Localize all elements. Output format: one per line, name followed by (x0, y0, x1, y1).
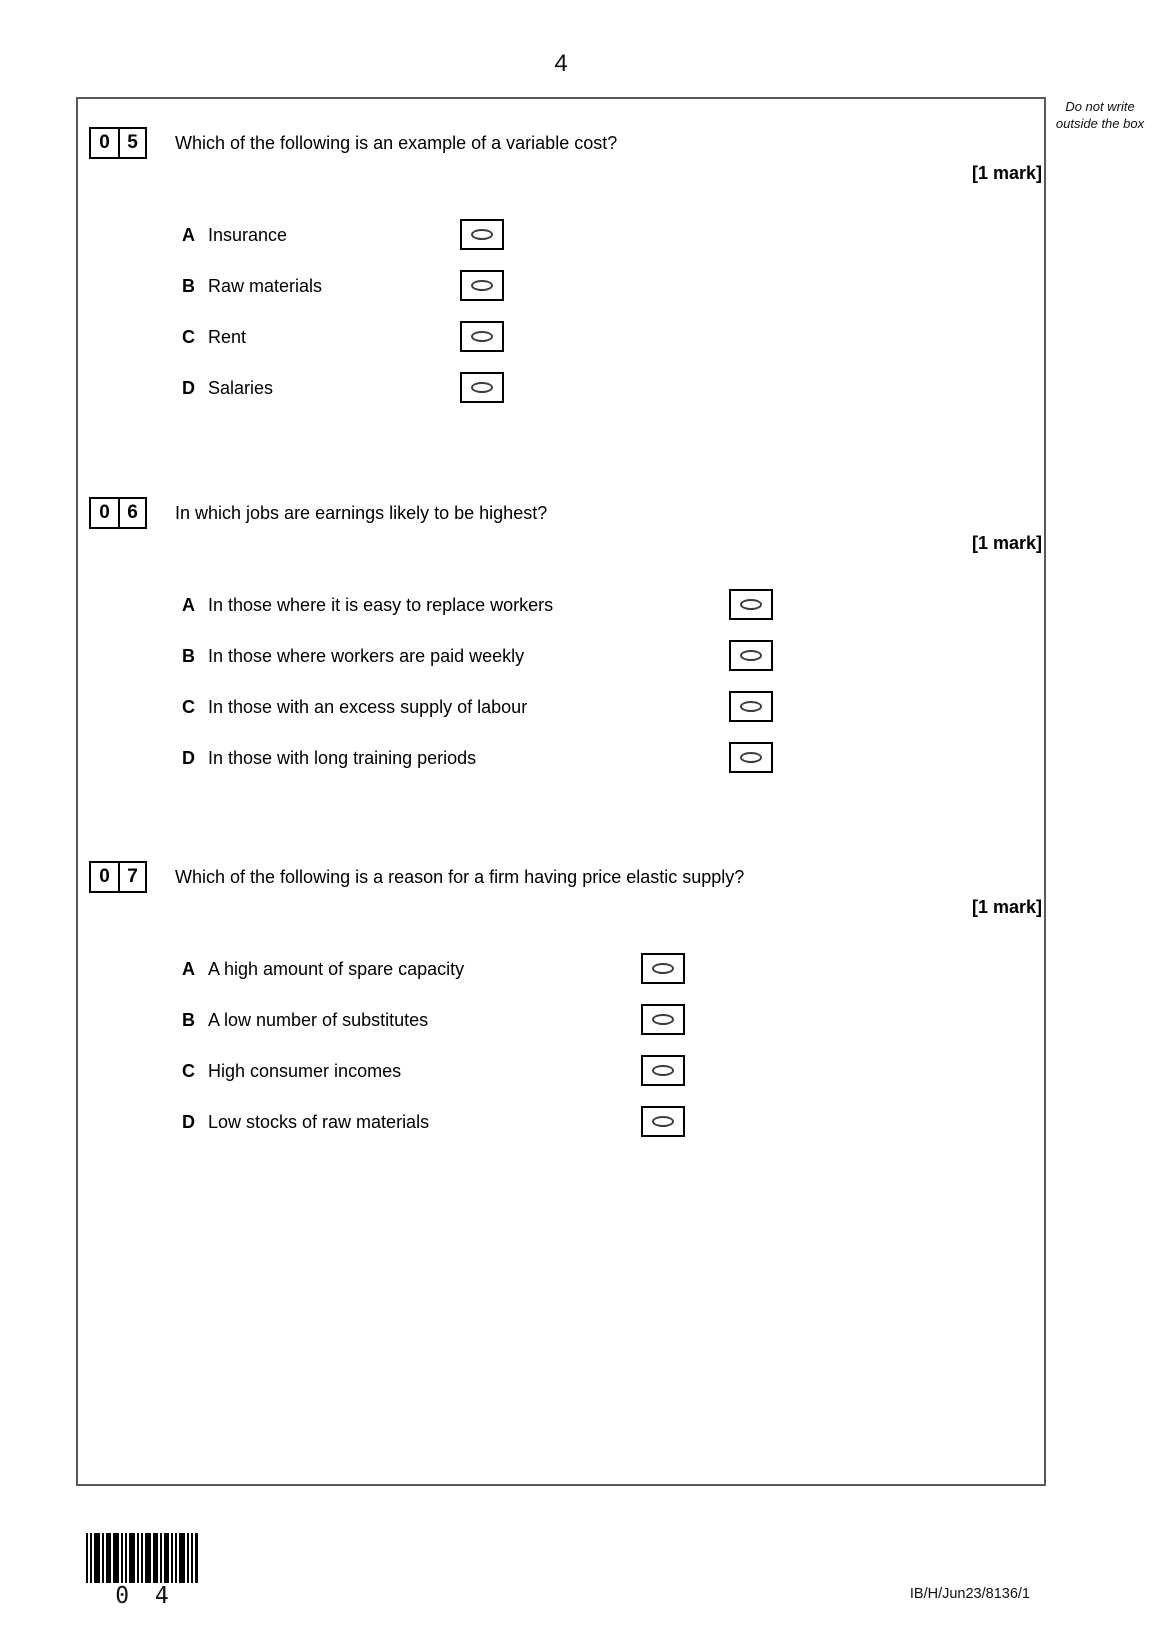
option-text: A low number of substitutes (208, 1010, 429, 1030)
lozenge-oval-icon (471, 331, 493, 342)
option-text: Raw materials (208, 276, 323, 296)
lozenge-oval-icon (471, 382, 493, 393)
option-text: Salaries (208, 378, 274, 398)
option-letter: B (182, 276, 195, 296)
option-letter: C (182, 1061, 195, 1081)
lozenge-oval-icon (740, 650, 762, 661)
question-text: Which of the following is an example of a variable cost? (175, 133, 618, 153)
option-row (0, 372, 1158, 404)
question-number-box (89, 861, 147, 893)
marks-label: [1 mark] (971, 163, 1042, 183)
option-text: In those where workers are paid weekly (208, 646, 525, 666)
option-text: Low stocks of raw materials (208, 1112, 430, 1132)
option-row (0, 640, 1158, 672)
answer-lozenge-box[interactable] (460, 372, 504, 403)
option-text: A high amount of spare capacity (208, 959, 465, 979)
answer-lozenge-box[interactable] (729, 589, 773, 620)
option-row (0, 589, 1158, 621)
paper-reference: IB/H/Jun23/8136/1 (909, 1586, 1030, 1602)
barcode (86, 1533, 198, 1583)
lozenge-oval-icon (740, 752, 762, 763)
answer-lozenge-box[interactable] (641, 1004, 685, 1035)
answer-lozenge-box[interactable] (729, 640, 773, 671)
option-row (0, 1055, 1158, 1087)
answer-lozenge-box[interactable] (460, 219, 504, 250)
question-number-digit: 7 (118, 863, 145, 891)
option-text: In those with long training periods (208, 748, 477, 768)
answer-lozenge-box[interactable] (460, 270, 504, 301)
page-number: 4 (554, 50, 568, 77)
do-not-write-note: Do not write outside the box (1055, 99, 1145, 131)
option-row (0, 1106, 1158, 1138)
option-text: Rent (208, 327, 247, 347)
marks-label: [1 mark] (971, 897, 1042, 917)
option-text: Insurance (208, 225, 288, 245)
option-letter: A (182, 595, 195, 615)
question-number-digit: 0 (99, 866, 110, 887)
option-text: In those with an excess supply of labour (208, 697, 528, 717)
answer-lozenge-box[interactable] (641, 953, 685, 984)
option-letter: A (182, 225, 195, 245)
barcode-digits: 0 4 (115, 1583, 169, 1609)
option-letter: C (182, 697, 195, 717)
option-row (0, 1004, 1158, 1036)
question-number-box (89, 497, 147, 529)
option-letter: B (182, 646, 195, 666)
lozenge-oval-icon (652, 1014, 674, 1025)
option-letter: D (182, 1112, 195, 1132)
option-letter: A (182, 959, 195, 979)
lozenge-oval-icon (652, 1116, 674, 1127)
lozenge-oval-icon (471, 229, 493, 240)
option-row (0, 953, 1158, 985)
question-number-digit: 0 (99, 502, 110, 523)
option-row (0, 742, 1158, 774)
question-block-07 (0, 861, 1158, 1151)
answer-lozenge-box[interactable] (729, 691, 773, 722)
lozenge-oval-icon (652, 1065, 674, 1076)
lozenge-oval-icon (471, 280, 493, 291)
answer-lozenge-box[interactable] (460, 321, 504, 352)
option-row (0, 270, 1158, 302)
question-number-digit: 6 (118, 499, 145, 527)
option-letter: B (182, 1010, 195, 1030)
question-number-box (89, 127, 147, 159)
option-text: High consumer incomes (208, 1061, 402, 1081)
question-number-digit: 0 (99, 132, 110, 153)
question-number-digit: 5 (118, 129, 145, 157)
answer-lozenge-box[interactable] (729, 742, 773, 773)
option-letter: C (182, 327, 195, 347)
option-row (0, 321, 1158, 353)
option-text: In those where it is easy to replace workers (208, 595, 554, 615)
lozenge-oval-icon (740, 599, 762, 610)
lozenge-oval-icon (652, 963, 674, 974)
option-row (0, 219, 1158, 251)
option-row (0, 691, 1158, 723)
option-letter: D (182, 748, 195, 768)
question-text: In which jobs are earnings likely to be highest? (175, 503, 548, 523)
answer-lozenge-box[interactable] (641, 1055, 685, 1086)
question-block-06 (0, 497, 1158, 787)
lozenge-oval-icon (740, 701, 762, 712)
question-block-05 (0, 127, 1158, 417)
answer-lozenge-box[interactable] (641, 1106, 685, 1137)
option-letter: D (182, 378, 195, 398)
marks-label: [1 mark] (971, 533, 1042, 553)
question-text: Which of the following is a reason for a firm having price elastic supply? (175, 867, 745, 887)
